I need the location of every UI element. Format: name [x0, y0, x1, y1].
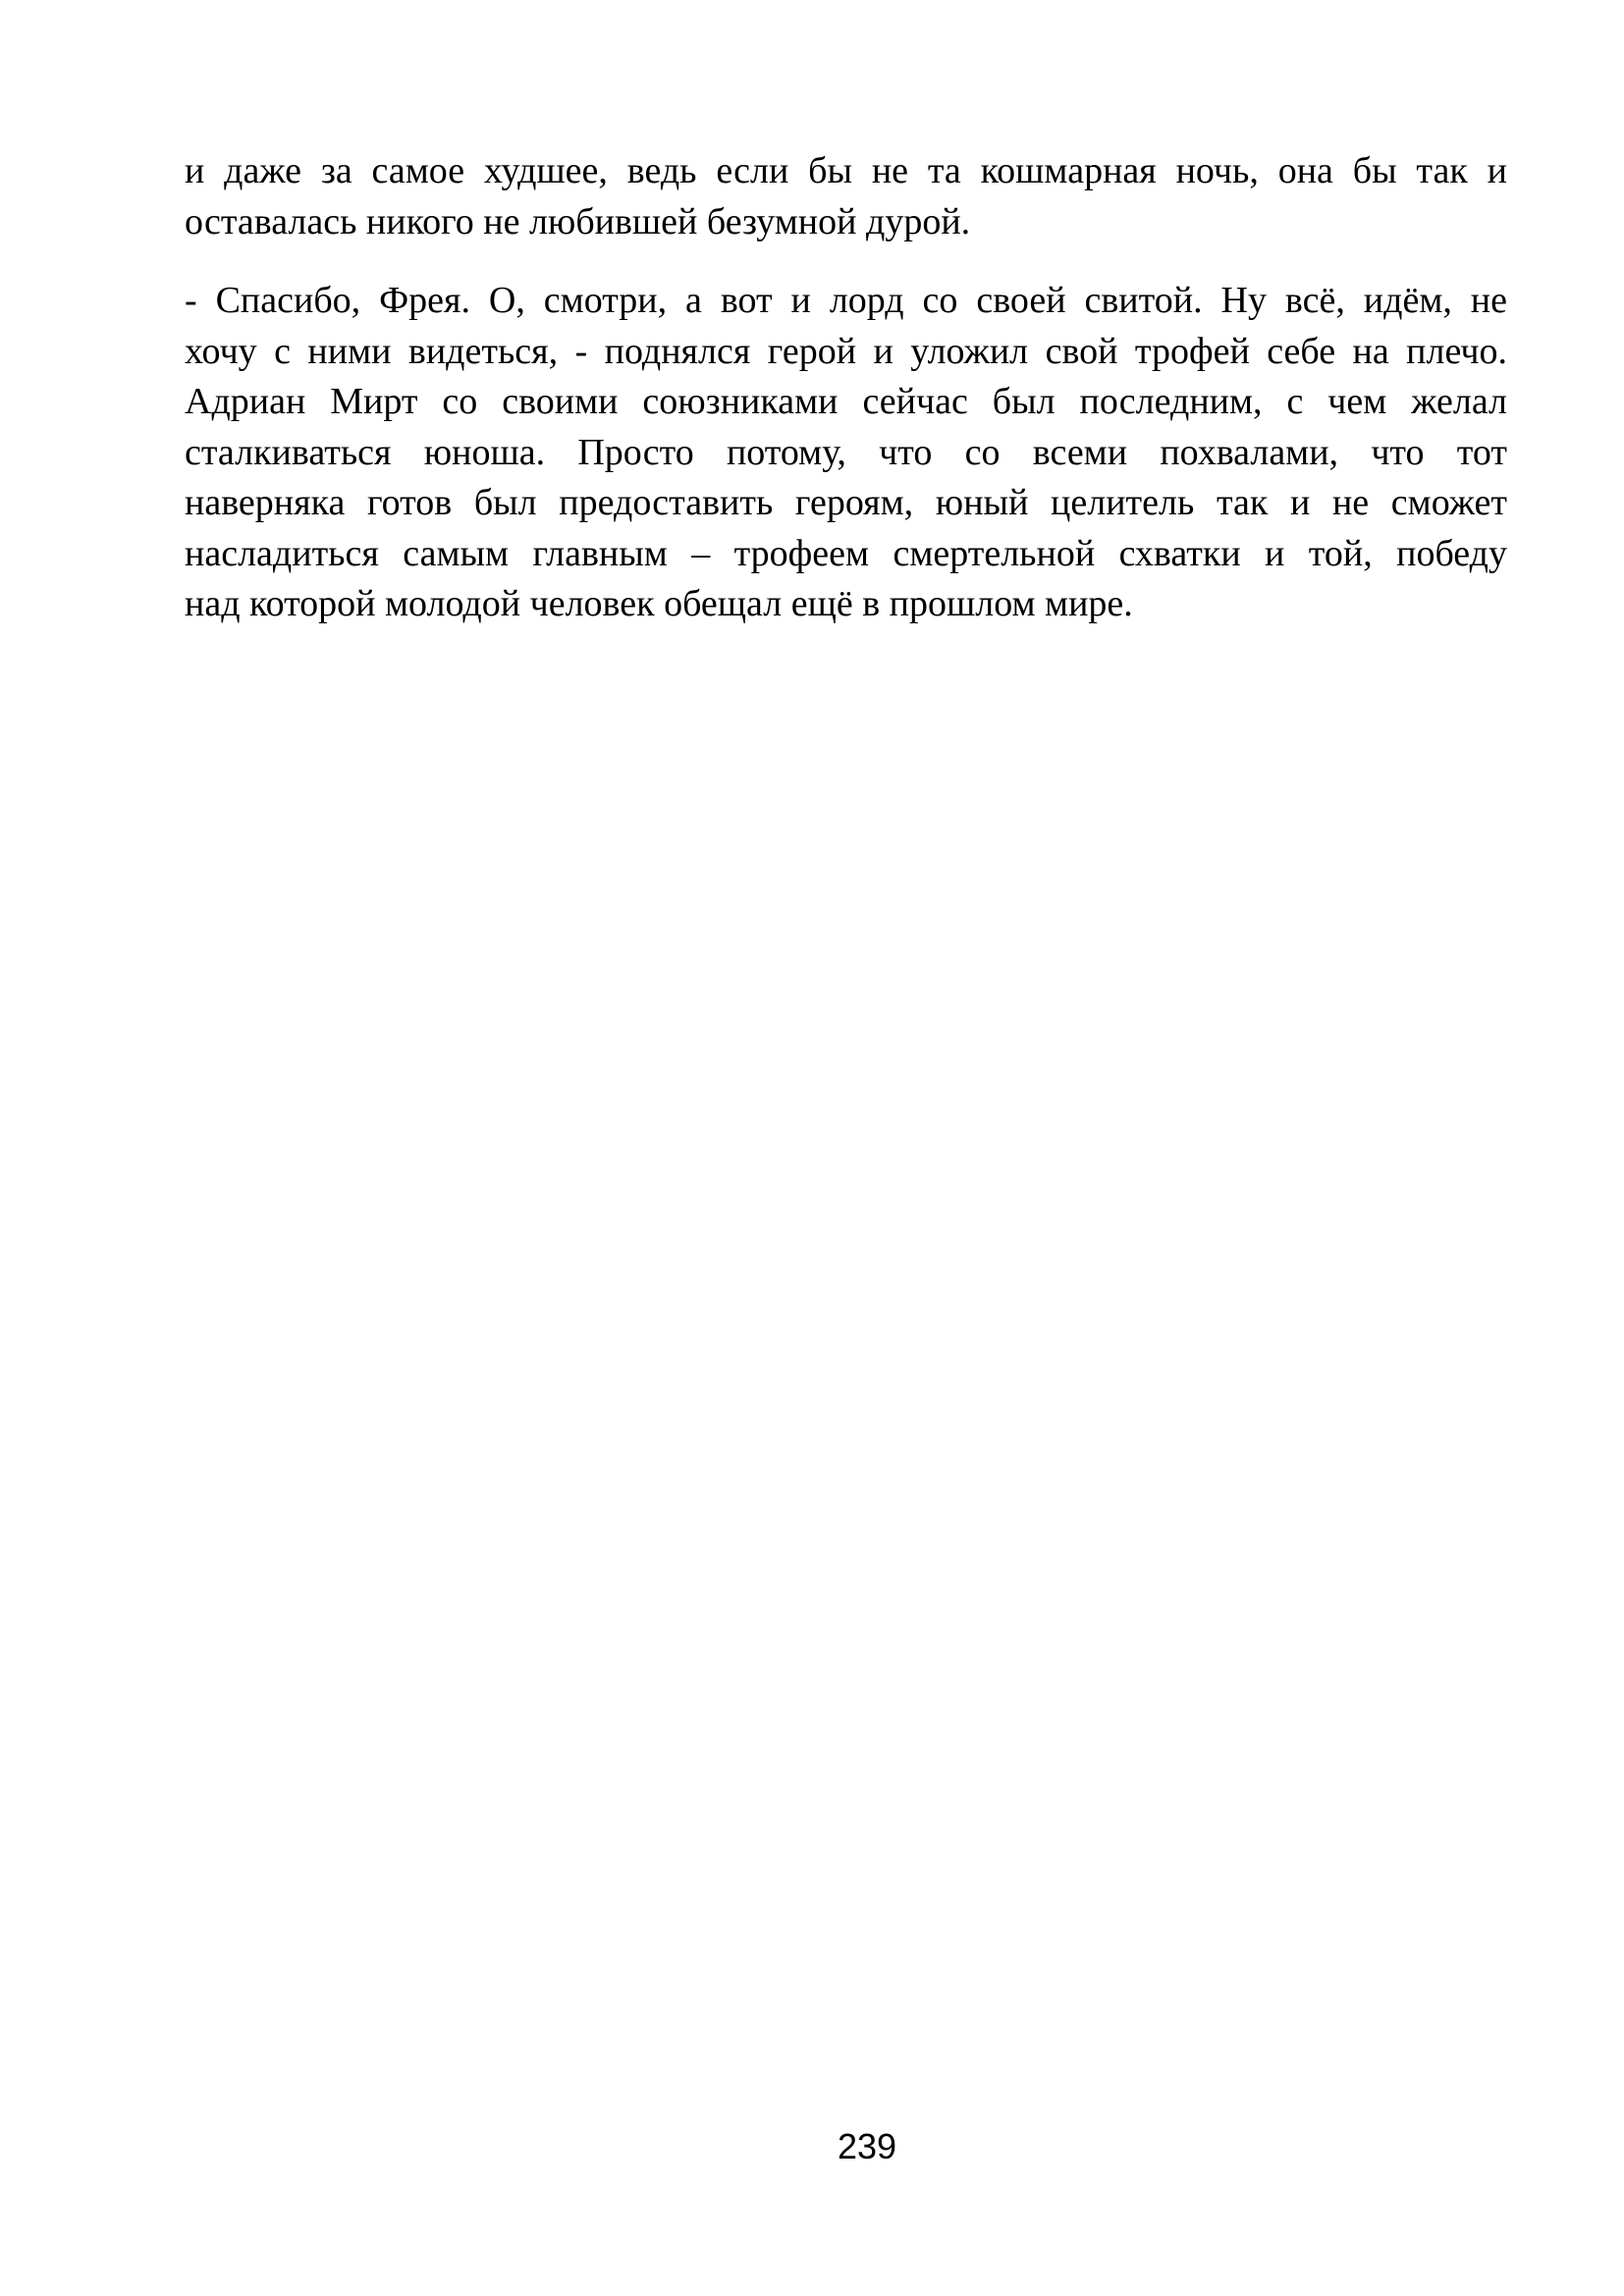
- text-line: хочу с ними видеться, - поднялся герой и уложил свой трофей себе на плечо.: [185, 330, 1507, 372]
- paragraph: [185, 146, 1507, 247]
- text-line: над которой молодой человек обещал ещё в прошлом мире.: [185, 583, 1133, 624]
- paragraph: [185, 276, 1507, 630]
- text-line: - Спасибо, Фрея. О, смотри, а вот и лорд со своей свитой. Ну всё, идём, не: [185, 280, 1507, 321]
- text-line: и даже за самое худшее, ведь если бы не та кошмарная ночь, она бы так и: [185, 150, 1507, 191]
- text-block: [185, 146, 1507, 659]
- page-number: 239: [837, 2126, 897, 2166]
- text-line: оставалась никого не любившей безумной дурой.: [185, 200, 971, 242]
- text-line: наверняка готов был предоставить героям, юный целитель так и не сможет: [185, 482, 1507, 523]
- text-line: Адриан Мирт со своими союзниками сейчас был последним, с чем желал: [185, 381, 1507, 422]
- text-line: насладиться самым главным – трофеем смертельной схватки и той, победу: [185, 532, 1507, 574]
- text-line: сталкиваться юноша. Просто потому, что со всеми похвалами, что тот: [185, 431, 1507, 473]
- page-footer: [0, 2126, 1624, 2175]
